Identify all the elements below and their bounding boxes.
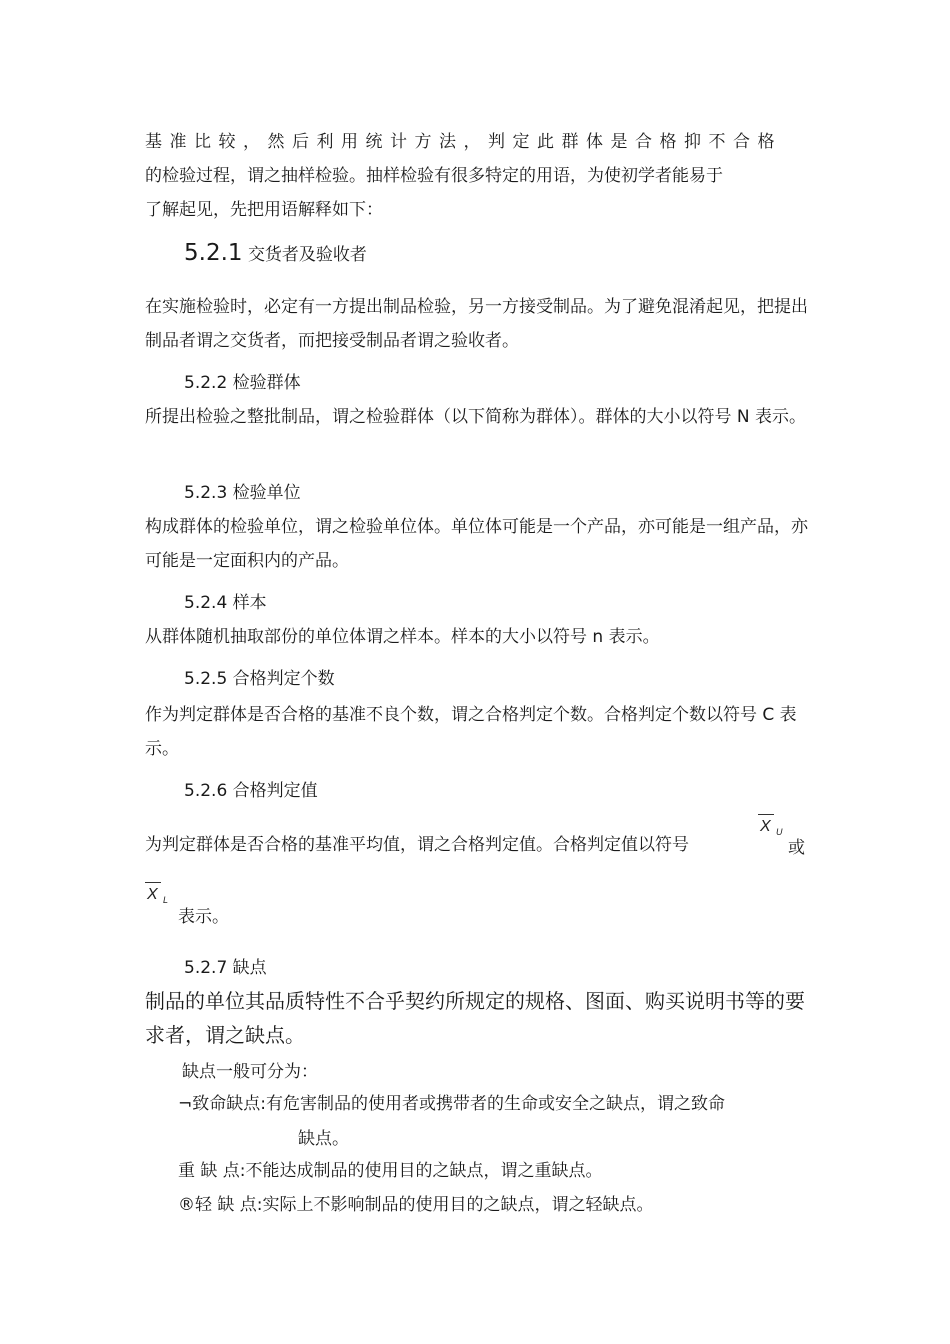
section-title: 检验群体 [232,373,301,393]
intro-line-3: 了解起见，先把用语解释如下： [145,200,383,220]
section-heading-5-2-6 [184,776,318,801]
section-title: 检验单位 [232,483,301,503]
intro-paragraph [145,125,810,227]
section-heading-5-2-3 [184,478,301,503]
section-title: 缺点 [232,958,267,978]
section-number: 5.2.2 [184,373,228,393]
defect-critical: ¬致命缺点:有危害制品的使用者或携带者的生命或安全之缺点，谓之致命 [178,1094,725,1114]
section-heading-5-2-1 [184,240,367,266]
defect-critical-continued: 缺点。 [298,1129,349,1149]
symbol-subscript: L [163,895,169,905]
section-heading-5-2-2 [184,368,301,393]
section-body-5-2-1: 在实施检验时，必定有一方提出制品检验，另一方接受制品。为了避免混淆起见，把提出制品者谓之交货者，而把接受制品者谓之验收者。 [145,297,808,351]
defect-major: 重 缺 点:不能达成制品的使用目的之缺点，谓之重缺点。 [178,1161,603,1181]
intro-line-1: 基准比较，然后利用统计方法，判定此群体是合格抑不合格 [145,132,782,152]
symbol-main: X [147,886,158,903]
show-text: 表示。 [178,907,229,927]
symbol-x-bar-u [760,818,783,837]
section-title: 样本 [232,593,267,613]
section-body-5-2-5: 作为判定群体是否合格的基准不良个数，谓之合格判定个数。合格判定个数以符号 C 表示。 [145,705,797,759]
section-title: 交货者及验收者 [247,245,367,265]
section-number: 5.2.6 [184,781,228,801]
section-body-5-2-4: 从群体随机抽取部份的单位体谓之样本。样本的大小以符号 n 表示。 [145,627,660,647]
section-number: 5.2.1 [184,240,243,266]
section-title: 合格判定个数 [232,669,335,689]
overline [145,882,161,883]
section-body-5-2-7: 制品的单位其品质特性不合乎契约所规定的规格、图面、购买说明书等的要求者，谓之缺点。 [145,989,805,1047]
section-number: 5.2.3 [184,483,228,503]
defects-intro: 缺点一般可分为： [182,1062,318,1082]
overline [758,814,774,815]
or-text: 或 [788,838,805,858]
symbol-x-bar-l [147,886,169,905]
section-number: 5.2.4 [184,593,228,613]
section-heading-5-2-7 [184,953,267,978]
defect-minor: ®轻 缺 点:实际上不影响制品的使用目的之缺点，谓之轻缺点。 [178,1195,654,1215]
symbol-subscript: U [776,827,783,837]
section-number: 5.2.5 [184,669,228,689]
section-body-5-2-6: 为判定群体是否合格的基准平均值，谓之合格判定值。合格判定值以符号 [145,835,689,855]
section-heading-5-2-5 [184,664,335,689]
section-body-5-2-2: 所提出检验之整批制品，谓之检验群体（以下简称为群体）。群体的大小以符号 N 表示。 [145,407,807,427]
section-heading-5-2-4 [184,588,267,613]
section-body-5-2-3: 构成群体的检验单位，谓之检验单位体。单位体可能是一个产品，亦可能是一组产品，亦可能是一定面积内的产品。 [145,517,808,571]
symbol-main: X [760,818,771,835]
intro-line-2: 的检验过程，谓之抽样检验。抽样检验有很多特定的用语，为使初学者能易于 [145,166,723,186]
section-title: 合格判定值 [232,781,318,801]
section-number: 5.2.7 [184,958,228,978]
